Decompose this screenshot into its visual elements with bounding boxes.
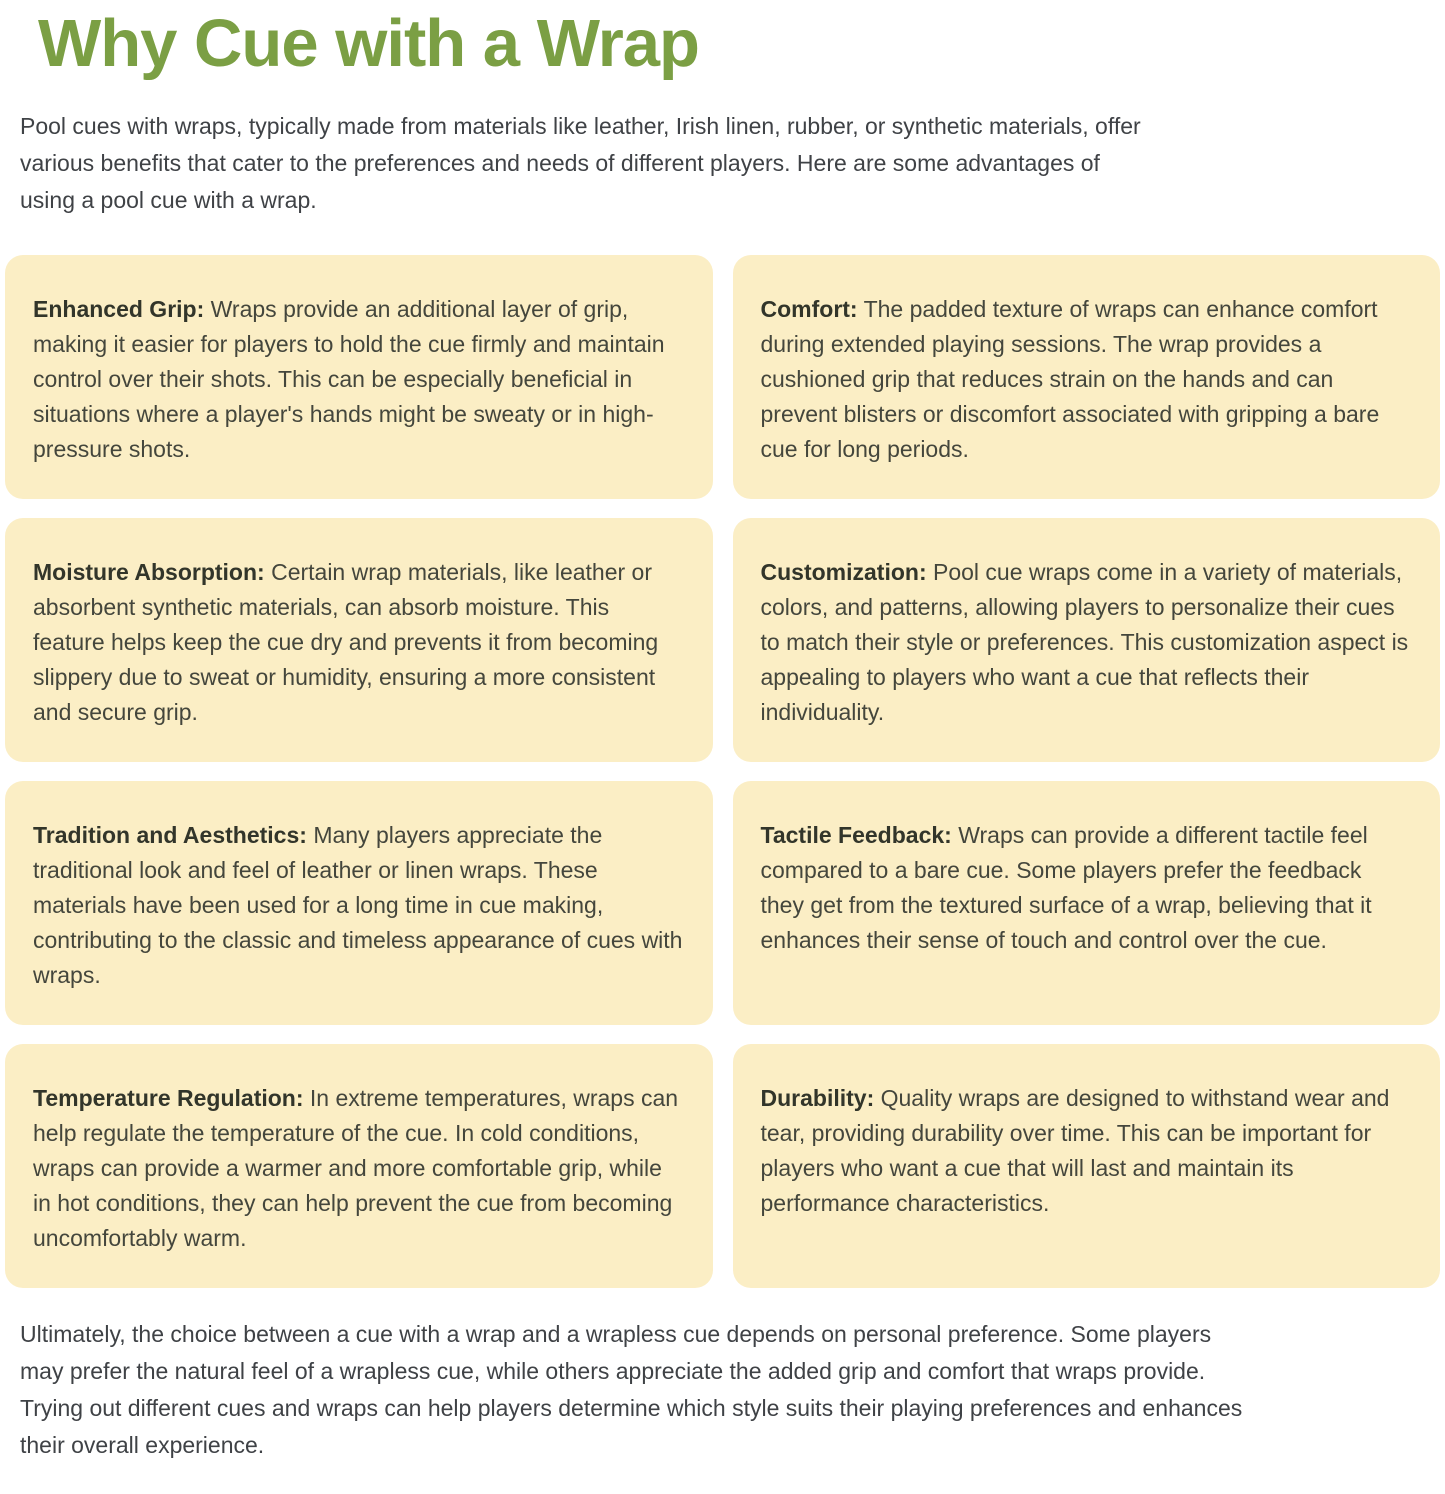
card-body: Certain wrap materials, like leather or absorbent synthetic materials, can absorb moisture. This feature helps keep the cue dry and prevents it from becoming slippery due to sweat or humidity, ensuring a more consistent and secure grip. bbox=[33, 559, 659, 725]
card-text bbox=[33, 1081, 683, 1256]
card-title: Comfort: bbox=[760, 296, 858, 322]
intro-paragraph: Pool cues with wraps, typically made from materials like leather, Irish linen, rubber, or synthetic materials, offer various benefits that cater to the preferences and needs of different players. Here are some advantages of using a pool cue with a wrap. bbox=[20, 113, 1141, 213]
card-title: Customization: bbox=[760, 559, 927, 585]
card-body: Wraps can provide a different tactile feel compared to a bare cue. Some players prefer the feedback they get from the textured surface of a wrap, believing that it enhances their sense of touch and control over the cue. bbox=[760, 822, 1372, 953]
benefit-card-durability bbox=[733, 1044, 1441, 1288]
benefit-card-enhanced-grip bbox=[5, 255, 713, 499]
page-title: Why Cue with a Wrap bbox=[38, 6, 699, 81]
card-title: Durability: bbox=[760, 1085, 875, 1111]
card-text bbox=[761, 292, 1411, 467]
card-title: Tactile Feedback: bbox=[760, 822, 952, 848]
benefit-card-moisture-absorption bbox=[5, 518, 713, 762]
card-body: Pool cue wraps come in a variety of materials, colors, and patterns, allowing players to personalize their cues to match their style or preferences. This customization aspect is appealing to players who want a cue that reflects their individuality. bbox=[760, 559, 1409, 725]
card-text bbox=[761, 555, 1411, 730]
benefit-card-customization bbox=[733, 518, 1441, 762]
card-body: The padded texture of wraps can enhance comfort during extended playing sessions. The wrap provides a cushioned grip that reduces strain on the hands and can prevent blisters or discomfort associated with gripping a bare cue for long periods. bbox=[760, 296, 1380, 462]
card-body: Many players appreciate the traditional look and feel of leather or linen wraps. These materials have been used for a long time in cue making, contributing to the classic and timeless appearance of cues with wraps. bbox=[33, 822, 683, 988]
card-body: In extreme temperatures, wraps can help regulate the temperature of the cue. In cold conditions, wraps can provide a warmer and more comfortable grip, while in hot conditions, they can help prevent the cue from becoming uncomfortably warm. bbox=[33, 1085, 679, 1251]
card-text bbox=[33, 818, 683, 993]
card-title: Temperature Regulation: bbox=[33, 1085, 304, 1111]
card-body: Wraps provide an additional layer of grip, making it easier for players to hold the cue firmly and maintain control over their shots. This can be especially beneficial in situations where a player's hands might be sweaty or in high-pressure shots. bbox=[33, 296, 665, 462]
benefit-card-tradition-aesthetics bbox=[5, 781, 713, 1025]
card-title: Moisture Absorption: bbox=[33, 559, 265, 585]
benefit-card-comfort bbox=[733, 255, 1441, 499]
card-body: Quality wraps are designed to withstand wear and tear, providing durability over time. This can be important for players who want a cue that will last and maintain its performance characteristics. bbox=[760, 1085, 1390, 1216]
benefit-card-tactile-feedback bbox=[733, 781, 1441, 1025]
card-text bbox=[761, 1081, 1411, 1221]
outro-paragraph: Ultimately, the choice between a cue with a wrap and a wrapless cue depends on personal preference. Some players may prefer the natural feel of a wrapless cue, while others appreciate the added grip and comfort that wraps provide. Trying out different cues and wraps can help players determine which style suits their playing preferences and enhances their overall experience. bbox=[20, 1321, 1243, 1458]
card-text bbox=[761, 818, 1411, 958]
benefit-card-temperature-regulation bbox=[5, 1044, 713, 1288]
card-text bbox=[33, 555, 683, 730]
card-title: Enhanced Grip: bbox=[33, 296, 205, 322]
benefits-grid bbox=[5, 255, 1440, 1288]
card-text bbox=[33, 292, 683, 467]
card-title: Tradition and Aesthetics: bbox=[33, 822, 307, 848]
